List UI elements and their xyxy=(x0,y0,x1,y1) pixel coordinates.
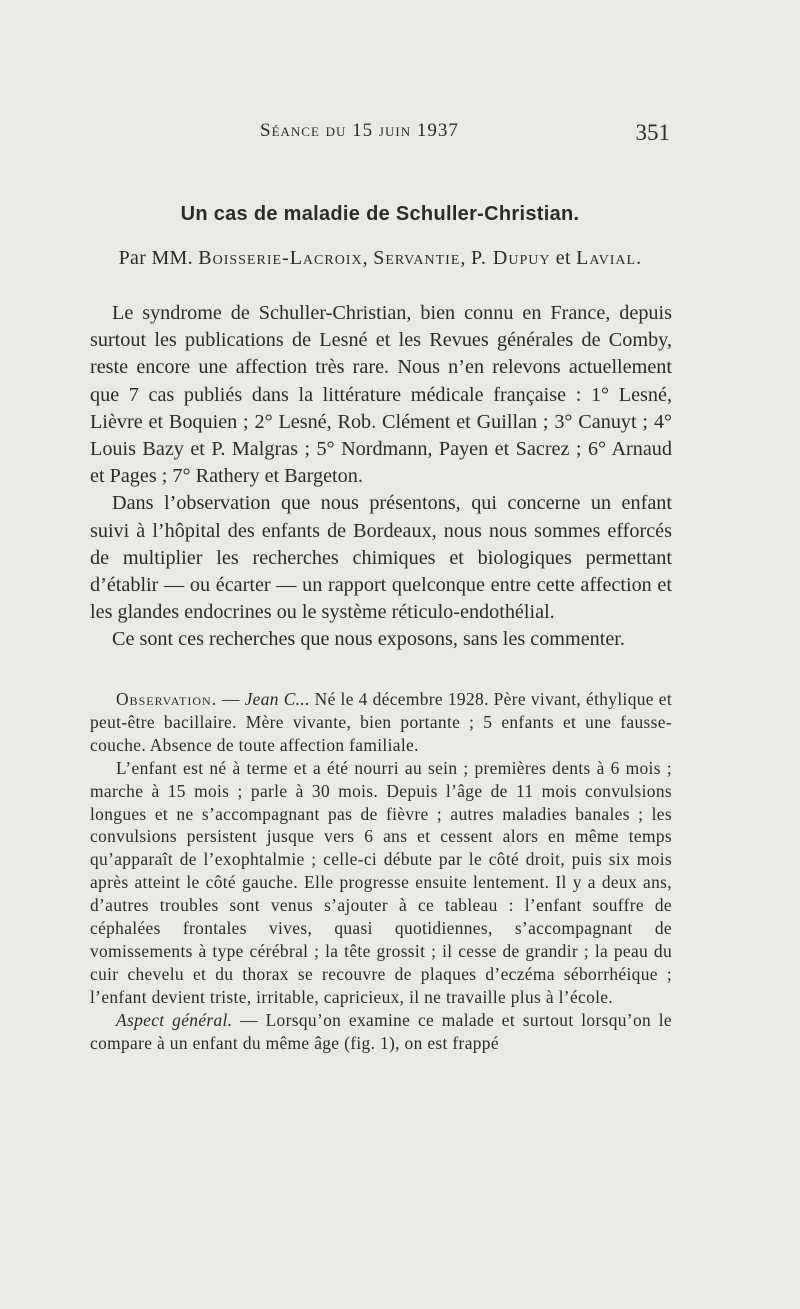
author-name: P. Dupuy xyxy=(471,247,551,269)
article-title: Un cas de maladie de Schuller-Christian. xyxy=(180,203,580,225)
page-header xyxy=(90,120,670,152)
observation-paragraph xyxy=(90,688,672,757)
observation-dash: — xyxy=(217,689,245,709)
intro-paragraph: Ce sont ces recherches que nous exposons, sans les commenter. xyxy=(112,628,625,651)
page-number: 351 xyxy=(635,120,670,145)
observation-paragraph xyxy=(90,1009,672,1055)
authors-conjunction: et xyxy=(550,247,577,269)
subsection-label: Aspect général. xyxy=(116,1009,233,1030)
observation-section xyxy=(90,688,672,1055)
author-name: Boisserie-Lacroix xyxy=(198,247,363,269)
author-name: Lavial xyxy=(576,247,637,269)
intro-paragraph: Dans l’observation que nous présentons, qui concerne un enfant suivi à l’hôpital des enfants de Bordeaux, nous nous sommes efforcés de multiplier les recherches chimiques et biologiques permettant d’établir — ou écarter — un rapport quelconque entre cette affection et les glandes endocrines ou le système réticulo-endothélial. xyxy=(90,492,672,624)
article-authors: Par MM. Boisserie-Lacroix, Servantie, P. Dupuy et Lavial. xyxy=(118,247,642,269)
introduction xyxy=(90,300,672,654)
patient-name: Jean C... xyxy=(244,689,310,709)
observation-label: Observation. xyxy=(116,689,218,709)
observation-paragraph: L’enfant est né à terme et a été nourri au sein ; premières dents à 6 mois ; marche à 15 mois ; parle à 30 mois. Depuis l’âge de 11 mois convulsions longues et ne s’accompagnant pas de fièvre ; autres maladies banales ; les convulsions persistent jusque vers 6 ans et cessent alors en même temps qu’apparaît de l’exophtalmie ; celle-ci débute par le côté droit, puis six mois après atteint le côté gauche. Elle progresse ensuite lentement. Il y a deux ans, d’autres troubles sont venus s’ajouter à ce tableau : l’enfant souffre de céphalées frontales vives, quasi quotidiennes, s’accompagnant de vomissements à type cérébral ; la tête grossit ; il cesse de grandir ; la peau du cuir chevelu et du thorax se recouvre de plaques d’eczéma séborrhéique ; l’enfant devient triste, irritable, capricieux, il ne travaille plus à l’école. xyxy=(90,757,672,1007)
running-head: Séance du 15 juin 1937 xyxy=(260,120,459,141)
observation-text: Né le 4 décembre 1928. Père vivant, éthylique et peut-être bacillaire. Mère vivante, bien portante ; 5 enfants et une fausse-couche. Absence de toute affection familiale. xyxy=(90,689,673,755)
intro-paragraph: Le syndrome de Schuller-Christian, bien connu en France, depuis surtout les publications de Lesné et les Revues générales de Comby, reste encore une affection très rare. Nous n’en relevons actuellement que 7 cas publiés dans la littérature médicale française : 1° Lesné, Lièvre et Boquien ; 2° Lesné, Rob. Clément et Guillan ; 3° Canuyt ; 4° Louis Bazy et P. Malgras ; 5° Nordmann, Payen et Sacrez ; 6° Arnaud et Pages ; 7° Rathery et Bargeton. xyxy=(90,302,672,488)
authors-prefix: Par MM. xyxy=(118,247,199,269)
author-name: Servantie xyxy=(373,247,461,269)
observation-text: — Lorsqu’on examine ce malade et surtout lorsqu’on le compare à un enfant du même âge (fig. 1), on est frappé xyxy=(90,1009,672,1053)
